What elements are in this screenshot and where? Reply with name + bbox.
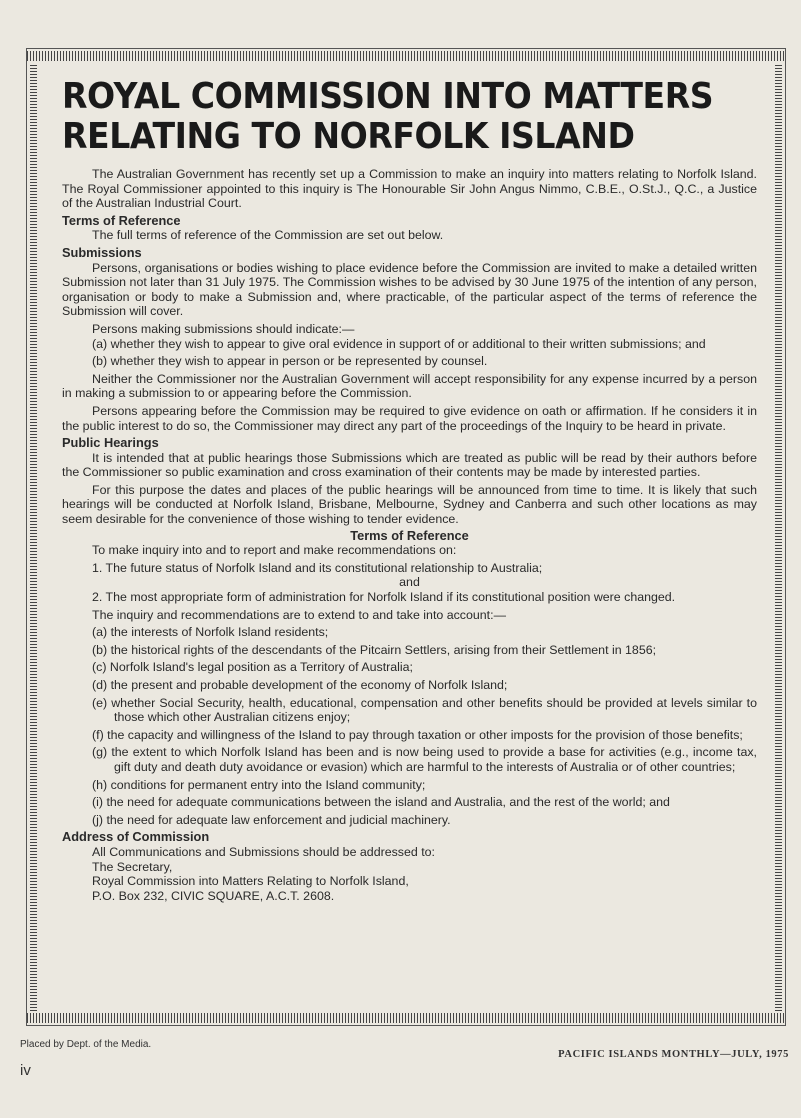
tor-item-1: 1. The future status of Norfolk Island and its constitutional relationship to Australia; xyxy=(92,560,543,575)
address-line-3: P.O. Box 232, CIVIC SQUARE, A.C.T. 2608. xyxy=(92,888,335,903)
hearings-heading: Public Hearings xyxy=(62,435,159,451)
tor-item-a: (a) the interests of Norfolk Island residents; xyxy=(92,625,329,640)
submissions-item-a: (a) whether they wish to appear to give oral evidence in support of or additional to their written submissions; and xyxy=(92,336,706,351)
title-line-1: ROYAL COMMISSION INTO MATTERS xyxy=(62,76,714,117)
tor-item-d: (d) the present and probable development of the economy of Norfolk Island; xyxy=(92,678,508,692)
tor-and: and xyxy=(399,575,420,590)
submissions-paragraph-3: Neither the Commissioner nor the Australian Government will accept responsibility for any expense incurred by a person in making a submission to or appearing before the Commission. xyxy=(62,371,757,401)
footer-publication: PACIFIC ISLANDS MONTHLY—JULY, 1975 xyxy=(558,1049,789,1060)
submissions-item-b: (b) whether they wish to appear in person or be represented by counsel. xyxy=(92,354,488,369)
border-rule-top xyxy=(27,51,785,61)
tor-item-f: (f) the capacity and willingness of the Island to pay through taxation or other imposts for the provision of those benefits; xyxy=(92,727,743,742)
tor-item-e: (e) whether Social Security, health, educational, compensation and other benefits should be provided at levels similar to those which other Australian citizens enjoy; xyxy=(92,695,757,725)
tor-item-g: (g) the extent to which Norfolk Island has been and is now being used to provide a base for activities (e.g., income tax, gift duty and death duty avoidance or evasion) which are harmful to the interests of Australia or of other countries; xyxy=(92,745,757,774)
title-line-2: RELATING TO NORFOLK ISLAND xyxy=(62,116,635,157)
page-number: iv xyxy=(20,1062,31,1079)
submissions-heading: Submissions xyxy=(62,244,142,260)
hearings-paragraph-2: For this purpose the dates and places of the public hearings will be announced from time to time. It is likely that such hearings will be conducted at Norfolk Island, Brisbane, Melbourne, Sydney and Canberra and such other locations as may seem desirable for the convenience of those wishing to tender evidence. xyxy=(62,482,757,527)
address-line-2: Royal Commission into Matters Relating to Norfolk Island, xyxy=(92,874,409,889)
intro-paragraph: The Australian Government has recently set up a Commission to make an inquiry into matters relating to Norfolk Island. The Royal Commissioner appointed to this inquiry is The Honourable Sir John Angus Nimmo, C.B.E., O.St.J., Q.C., a Justice of the Australian Industrial Court. xyxy=(62,167,757,211)
terms-text: The full terms of reference of the Commission are set out below. xyxy=(92,228,444,243)
tor-item-b: (b) the historical rights of the descendants of the Pitcairn Settlers, arising from their Settlement in 1856; xyxy=(92,642,657,657)
submissions-paragraph-1: Persons, organisations or bodies wishing to place evidence before the Commission are invited to make a detailed written Submission not later than 31 July 1975. The Commission wishes to be advised by 30 June 1975 of the intention of any person, organisation or body to make a Submission and, where practicable, of the particular aspect of the terms of reference the Submission will cover. xyxy=(62,260,757,319)
border-rule-left xyxy=(30,63,37,1011)
footer-credit: Placed by Dept. of the Media. xyxy=(20,1039,152,1050)
tor-item-2: 2. The most appropriate form of administration for Norfolk Island if its constitutional position were changed. xyxy=(92,590,676,605)
border-rule-right xyxy=(775,63,782,1011)
tor-item-c: (c) Norfolk Island's legal position as a Territory of Australia; xyxy=(92,660,413,675)
border-rule-bottom xyxy=(27,1013,785,1023)
tor-intro: To make inquiry into and to report and make recommendations on: xyxy=(92,543,457,558)
tor-heading: Terms of Reference xyxy=(350,527,469,543)
tor-item-i: (i) the need for adequate communications between the island and Australia, and the rest of the world; and xyxy=(92,795,670,810)
notice-title xyxy=(62,76,714,157)
notice-content xyxy=(62,77,757,903)
terms-heading: Terms of Reference xyxy=(62,212,181,228)
submissions-paragraph-4: Persons appearing before the Commission may be required to give evidence on oath or affirmation. If he considers it in the public interest to do so, the Commissioner may direct any part of the proceedings of the Inquiry to be heard in private. xyxy=(62,403,757,433)
tor-account: The inquiry and recommendations are to extend to and take into account:— xyxy=(92,607,506,622)
address-heading: Address of Commission xyxy=(62,829,210,845)
tor-item-h: (h) conditions for permanent entry into the Island community; xyxy=(92,777,426,792)
address-line-1: The Secretary, xyxy=(92,859,173,874)
hearings-paragraph-1: It is intended that at public hearings those Submissions which are treated as public will be read by their authors before the Commissioner so public examination and cross examination of their contents may be made by interested parties. xyxy=(62,450,757,480)
address-intro: All Communications and Submissions should be addressed to: xyxy=(92,844,435,859)
advertisement-frame xyxy=(26,48,786,1026)
submissions-paragraph-2: Persons making submissions should indicate:— xyxy=(92,321,355,336)
tor-item-j: (j) the need for adequate law enforcement and judicial machinery. xyxy=(92,812,451,827)
